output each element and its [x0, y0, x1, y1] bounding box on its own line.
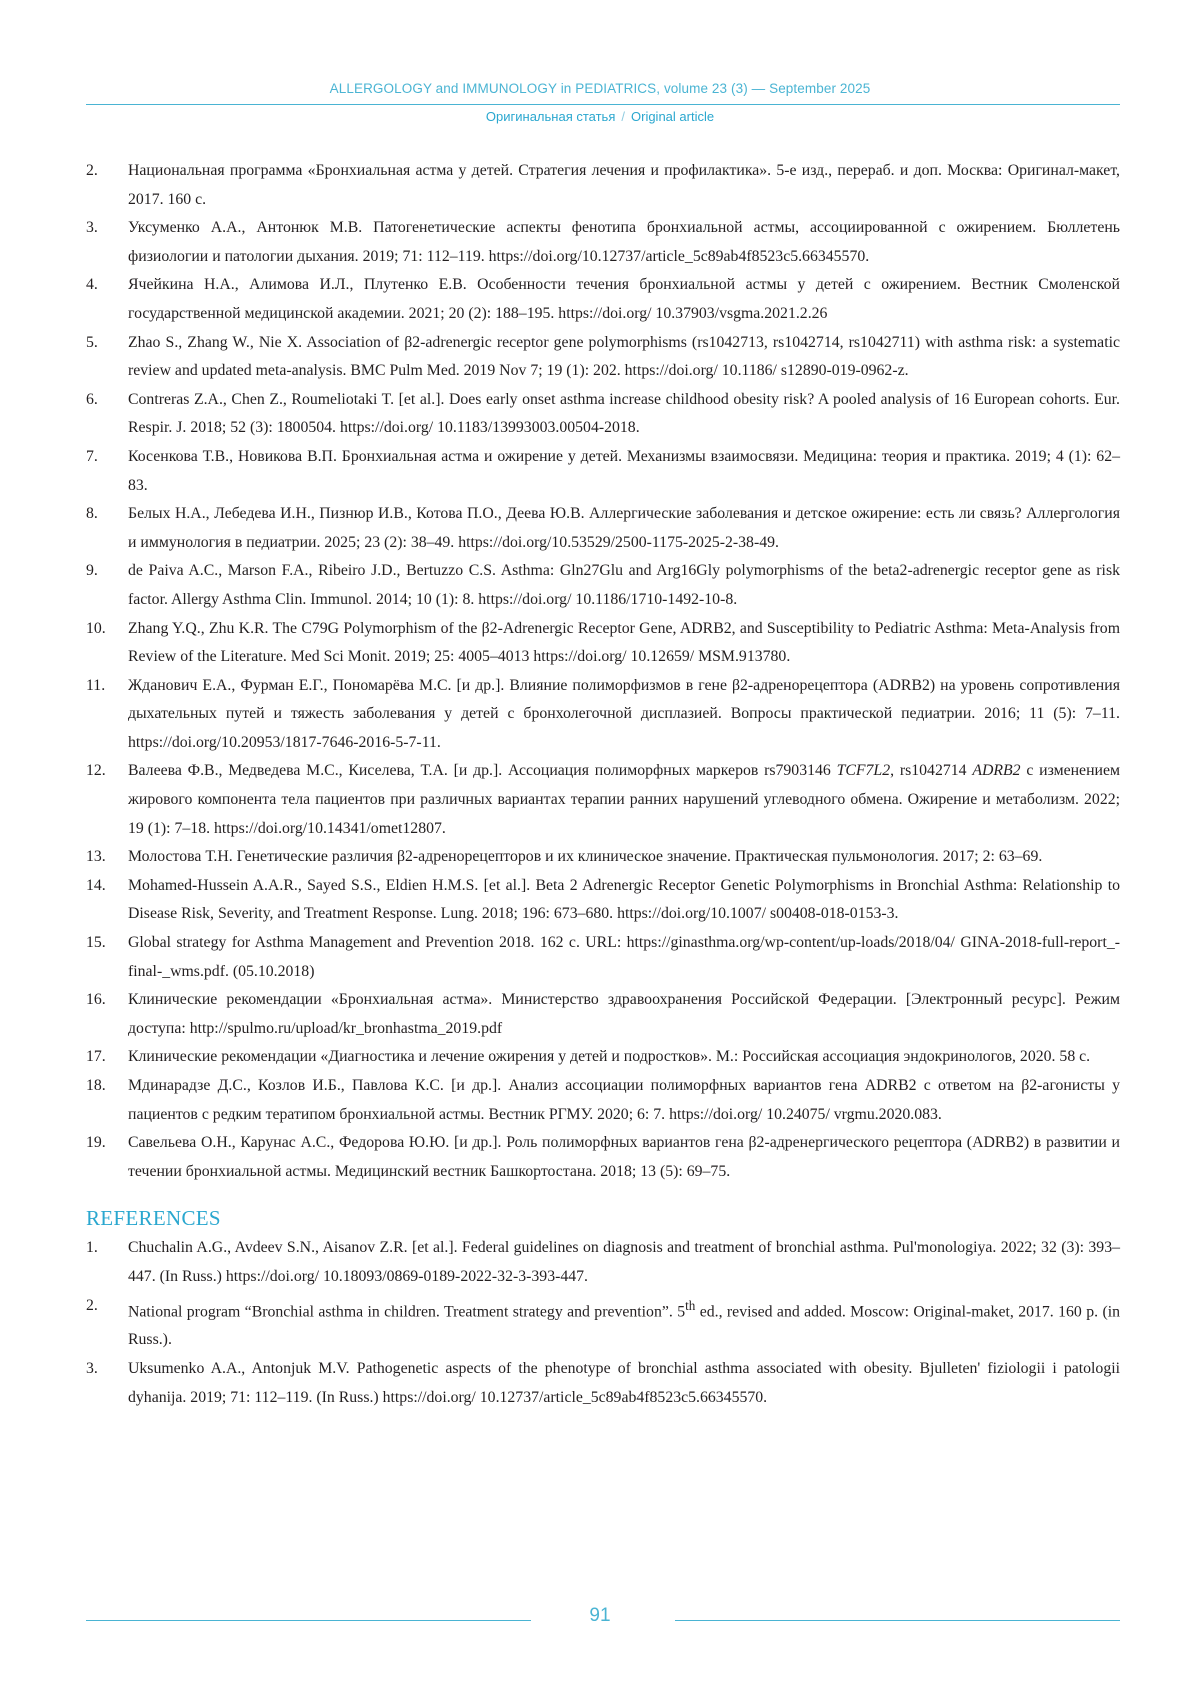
running-head: ALLERGOLOGY and IMMUNOLOGY in PEDIATRICS, volume 23 (3) — September 2025	[329, 81, 871, 96]
reference-item	[86, 757, 1120, 843]
reference-text-part: с изменением жирового компонента тела пациентов при различных вариантах терапии ранних нарушений углеводного обмена. Ожирение и метаболизм. 2022; 19 (1): 7–18. https://doi.org/10.14341/omet12807.	[128, 762, 1120, 837]
main-content	[86, 157, 1120, 1412]
references-heading: REFERENCES	[86, 1206, 221, 1231]
ordinal-superscript: th	[685, 1297, 696, 1313]
reference-text-part: Валеева Ф.В., Медведева М.С., Киселева, Т.А. [и др.]. Ассоциация полиморфных маркеров rs7903146	[128, 762, 837, 780]
reference-item	[86, 443, 1120, 500]
reference-item	[86, 1292, 1120, 1355]
article-type-ru: Оригинальная статья	[485, 109, 616, 124]
reference-number: 11.	[86, 676, 106, 694]
reference-text: Мдинарадзе Д.С., Козлов И.Б., Павлова К.С. [и др.]. Анализ ассоциации полиморфных вариантов гена ADRB2 с ответом на β2-агонисты у пациентов с редким тератипом бронхиальной астмы. Вестник РГМУ. 2020; 6: 7. https://doi.org/ 10.24075/ vrgmu.2020.083.	[128, 1077, 1120, 1123]
reference-text: Жданович Е.А., Фурман Е.Г., Пономарёва М.С. [и др.]. Влияние полиморфизмов в гене β2-адренорецептора (ADRB2) на уровень сопротивления дыхательных путей и тяжесть заболевания у детей с бронхолегочной дисплазией. Вопросы практической педиатрии. 2016; 11 (5): 7–11. https://doi.org/10.20953/1817-7646-2016-5-7-11.	[128, 676, 1120, 751]
article-type	[0, 109, 1200, 124]
gene-name-italic: TCF7L2	[836, 762, 891, 780]
article-type-en: Original article	[631, 109, 715, 124]
reference-item	[86, 986, 1120, 1043]
reference-text: Zhang Y.Q., Zhu K.R. The C79G Polymorphism of the β2-Adrenergic Receptor Gene, ADRB2, and Susceptibility to Pediatric Asthma: Meta-Analysis from Review of the Literature. Med Sci Monit. 2019; 25: 4005–4013 https://doi.org/ 10.12659/ MSM.913780.	[128, 619, 1120, 666]
reference-text: de Paiva A.C., Marson F.A., Ribeiro J.D., Bertuzzo C.S. Asthma: Gln27Glu and Arg16Gly polymorphisms of the beta2-adrenergic receptor gene as risk factor. Allergy Asthma Clin. Immunol. 2014; 10 (1): 8. https://doi.org/ 10.1186/1710-1492-10-8.	[128, 562, 1120, 608]
reference-text-part: National program “Bronchial asthma in children. Treatment strategy and prevention”. 5	[128, 1302, 686, 1320]
reference-number: 2.	[86, 162, 98, 179]
reference-item	[86, 271, 1120, 328]
reference-text: Уксуменко А.А., Антонюк М.В. Патогенетические аспекты фенотипа бронхиальной астмы, ассоциированной с ожирением. Бюллетень физиологии и патологии дыхания. 2019; 71: 112–119. https://doi.org/10.12737/article_5c89ab4f8523c5.66345570.	[128, 219, 1120, 265]
reference-number: 2.	[86, 1296, 98, 1314]
reference-text: Global strategy for Asthma Management and Prevention 2018. 162 c. URL: https://ginasthma.org/wp-content/up-loads/2018/04/ GINA-2018-full-report_-final-_wms.pdf. (05.10.2018)	[128, 934, 1120, 980]
reference-number: 14.	[86, 876, 106, 894]
reference-number: 6.	[86, 390, 98, 408]
reference-text: Mohamed-Hussein A.A.R., Sayed S.S., Eldien H.M.S. [et al.]. Beta 2 Adrenergic Receptor Genetic Polymorphisms in Bronchial Asthma: Relationship to Disease Risk, Severity, and Treatment Response. Lung. 2018; 196: 673–680. https://doi.org/10.1007/ s00408-018-0153-3.	[128, 876, 1120, 923]
reference-text: Chuchalin A.G., Avdeev S.N., Aisanov Z.R. [et al.]. Federal guidelines on diagnosis and treatment of bronchial asthma. Pul'monologiya. 2022; 32 (3): 393–447. (In Russ.) https://doi.org/ 10.18093/0869-0189-2022-32-3-393-447.	[128, 1239, 1120, 1285]
reference-number: 19.	[86, 1134, 106, 1152]
reference-text: Белых Н.А., Лебедева И.Н., Пизнюр И.В., Котова П.О., Деева Ю.В. Аллергические заболевания и детское ожирение: есть ли связь? Аллергология и иммунология в педиатрии. 2025; 23 (2): 38–49. https://doi.org/10.53529/2500-1175-2025-2-38-49.	[128, 505, 1120, 551]
reference-number: 7.	[86, 447, 98, 465]
reference-item	[86, 386, 1120, 443]
reference-text: Национальная программа «Бронхиальная астма у детей. Стратегия лечения и профилактика». 5-е изд., перераб. и доп. Москва: Оригинал-макет, 2017. 160 с.	[128, 162, 1120, 208]
reference-item	[86, 872, 1120, 929]
reference-number: 10.	[86, 619, 106, 637]
reference-text: Савельева О.Н., Карунас А.С., Федорова Ю.Ю. [и др.]. Роль полиморфных вариантов гена β2-адренергического рецептора (ADRB2) в развитии и течении бронхиальной астмы. Медицинский вестник Башкортостана. 2018; 13 (5): 69–75.	[128, 1134, 1120, 1180]
reference-number: 15.	[86, 934, 106, 952]
reference-item	[86, 1129, 1120, 1186]
header-rule	[86, 104, 1120, 105]
reference-number: 17.	[86, 1048, 106, 1066]
reference-text: Косенкова Т.В., Новикова В.П. Бронхиальная астма и ожирение у детей. Механизмы взаимосвязи. Медицина: теория и практика. 2019; 4 (1): 62–83.	[128, 447, 1120, 494]
reference-text	[128, 757, 1120, 843]
reference-text-part: , rs1042714	[890, 762, 973, 780]
reference-text: Клинические рекомендации «Бронхиальная астма». Министерство здравоохранения Российской Федерации. [Электронный ресурс]. Режим доступа: http://spulmo.ru/upload/kr_bronhastma_2019.pdf	[128, 991, 1120, 1037]
reference-item	[86, 672, 1120, 758]
reference-item	[86, 214, 1120, 271]
reference-text: Клинические рекомендации «Диагностика и лечение ожирения у детей и подростков». М.: Российская ассоциация эндокринологов, 2020. 58 с.	[128, 1048, 1091, 1066]
reference-number: 5.	[86, 333, 98, 351]
gene-name-italic: ADRB2	[972, 762, 1021, 780]
reference-text	[128, 1292, 1120, 1355]
reference-number: 3.	[86, 1360, 98, 1378]
reference-text: Contreras Z.A., Chen Z., Roumeliotaki T. [et al.]. Does early onset asthma increase childhood obesity risk? A pooled analysis of 16 European cohorts. Eur. Respir. J. 2018; 52 (3): 1800504. https://doi.org/ 10.1183/13993003.00504-2018.	[128, 390, 1120, 437]
reference-text: Uksumenko A.A., Antonjuk M.V. Pathogenetic aspects of the phenotype of bronchial asthma associated with obesity. Bjulleten' fiziologii i patologii dyhanija. 2019; 71: 112–119. (In Russ.) https://doi.org/ 10.12737/article_5c89ab4f8523c5.66345570.	[128, 1360, 1120, 1406]
footer-rule-right	[675, 1620, 1120, 1621]
reference-number: 8.	[86, 505, 98, 523]
reference-item	[86, 1072, 1120, 1129]
reference-item	[86, 500, 1120, 557]
reference-item	[86, 557, 1120, 614]
reference-item	[86, 1043, 1120, 1072]
reference-item	[86, 843, 1120, 872]
reference-text: Zhao S., Zhang W., Nie X. Association of β2-adrenergic receptor gene polymorphisms (rs1042713, rs1042714, rs1042711) with asthma risk: a systematic review and updated meta-analysis. BMC Pulm Med. 2019 Nov 7; 19 (1): 202. https://doi.org/ 10.1186/ s12890-019-0962-z.	[128, 333, 1120, 380]
reference-item	[86, 157, 1120, 214]
reference-item	[86, 615, 1120, 672]
reference-item	[86, 329, 1120, 386]
reference-text: Молостова Т.Н. Генетические различия β2-адренорецепторов и их клиническое значение. Практическая пульмонология. 2017; 2: 63–69.	[128, 848, 1043, 866]
reference-item	[86, 929, 1120, 986]
reference-number: 4.	[86, 276, 98, 294]
reference-number: 9.	[86, 562, 98, 580]
reference-text-part: ed., revised and added. Moscow: Original-maket, 2017. 160 p. (in Russ.).	[128, 1302, 1120, 1349]
reference-number: 18.	[86, 1077, 106, 1094]
reference-number: 16.	[86, 991, 106, 1009]
reference-number: 3.	[86, 219, 98, 237]
reference-list-ru	[86, 157, 1120, 1186]
reference-item	[86, 1234, 1120, 1291]
reference-number: 1.	[86, 1239, 98, 1257]
reference-item	[86, 1355, 1120, 1412]
reference-number: 12.	[86, 762, 106, 780]
article-type-separator: /	[621, 109, 625, 124]
reference-number: 13.	[86, 848, 106, 866]
reference-list-en	[86, 1234, 1120, 1412]
page-number: 91	[589, 1605, 611, 1626]
reference-text: Ячейкина Н.А., Алимова И.Л., Плутенко Е.В. Особенности течения бронхиальной астмы у детей с ожирением. Вестник Смоленской государственной медицинской академии. 2021; 20 (2): 188–195. https://doi.org/ 10.37903/vsgma.2021.2.26	[128, 276, 1120, 322]
